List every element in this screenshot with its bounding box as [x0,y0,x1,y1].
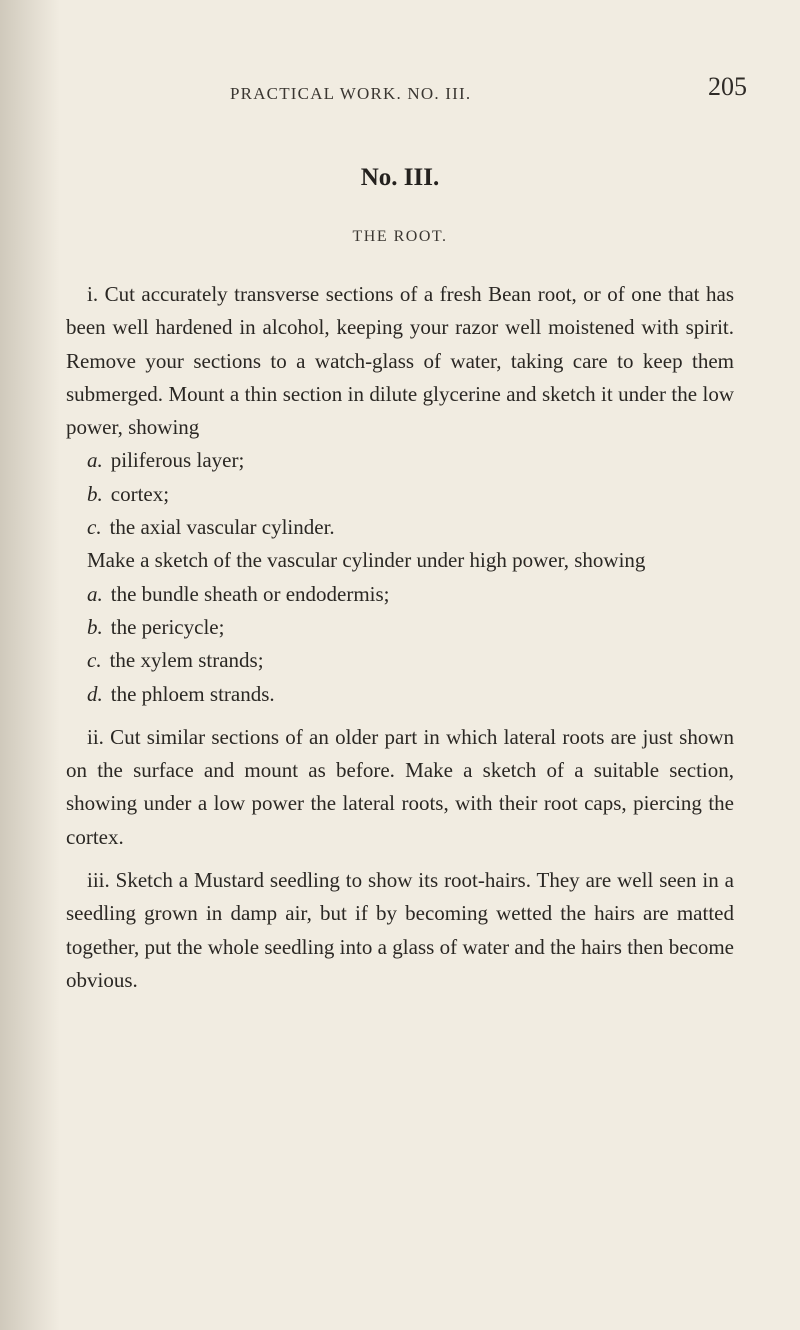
list-item-letter: a. [87,581,103,606]
section-i [66,278,734,711]
low-power-list [66,444,734,544]
high-power-list [66,578,734,711]
section-i-paragraph: i. Cut accurately transverse sections of a fresh Bean root, or of one that has been well hardened in alcohol, keeping your razor well moistened with spirit. Remove your sections to a watch-glass of water, taking care to keep them submerged. Mount a thin section in dilute glycerine and sketch it under the low power, showing [66,282,734,440]
running-head: PRACTICAL WORK. NO. III. [230,84,472,103]
list-item [66,478,734,511]
list-item-letter: a. [87,448,103,473]
paragraph-gap [66,711,734,721]
list-item-letter: c. [87,648,102,673]
list-item [66,511,734,544]
list-item-text: the phloem strands. [110,681,275,706]
list-item-letter: b. [87,481,103,506]
list-item-text: the axial vascular cylinder. [109,515,335,540]
list-item [66,578,734,611]
list-item-text: cortex; [110,481,170,506]
paragraph-gap [66,854,734,864]
list-item-letter: b. [87,614,103,639]
list-item [66,444,734,477]
section-subtitle: THE ROOT. [352,228,448,245]
section-title: No. III. [360,164,440,191]
list-item [66,644,734,677]
list-item [66,611,734,644]
section-iii-paragraph: iii. Sketch a Mustard seedling to show its root-hairs. They are well seen in a seedling grown in damp air, but if by becoming wetted the hairs are matted together, put the whole seedling into a glass of water and the hairs then become obvious. [66,868,734,992]
list-item-letter: c. [87,515,102,540]
list-item [66,678,734,711]
list-item-text: the bundle sheath or endodermis; [110,581,390,606]
page-number: 205 [708,72,747,101]
list-item-text: the xylem strands; [109,648,264,673]
section-i-paragraph-2: Make a sketch of the vascular cylinder under high power, showing [87,548,646,573]
list-item-text: the pericycle; [110,614,225,639]
section-ii-paragraph: ii. Cut similar sections of an older part in which lateral roots are just shown on the surface and mount as before. Make a sketch of a suitable section, showing under a low power the lateral roots, with their root caps, piercing the cortex. [66,724,734,849]
list-item-letter: d. [87,681,103,706]
body-text [66,278,734,997]
list-item-text: piliferous layer; [110,448,245,473]
